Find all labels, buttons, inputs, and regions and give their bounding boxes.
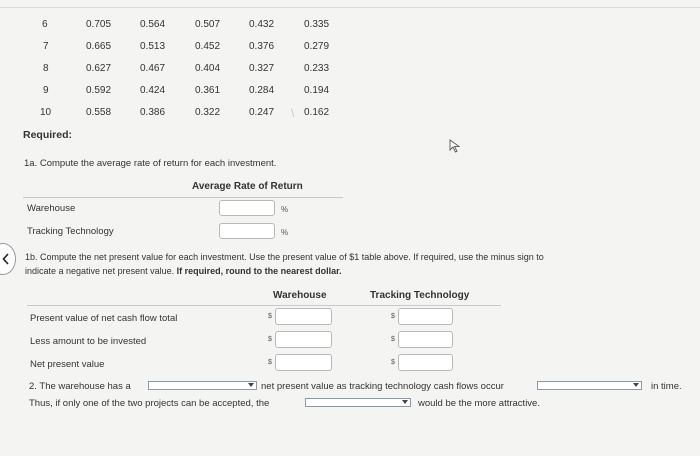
part-1b-prompt-text: indicate a negative net present value.: [25, 266, 177, 276]
part-1b-rounding-instruction: If required, round to the nearest dollar.: [176, 266, 342, 276]
table-cell: 0.467: [140, 63, 166, 74]
part-2-line1-end: in time.: [651, 381, 682, 392]
period-cell: 6: [42, 19, 48, 30]
row-label-tracking-technology: Tracking Technology: [27, 226, 114, 237]
timing-dropdown[interactable]: [537, 381, 642, 390]
table-cell: 0.507: [195, 19, 221, 30]
currency-symbol: $: [391, 359, 395, 366]
collapse-panel-button[interactable]: [0, 243, 16, 275]
table-cell: 0.284: [249, 85, 275, 96]
row-label-pv-total: Present value of net cash flow total: [30, 313, 178, 324]
period-cell: 7: [43, 41, 49, 52]
warehouse-npv-input[interactable]: [275, 354, 332, 371]
percent-unit: %: [281, 228, 289, 237]
required-heading: Required:: [23, 129, 73, 141]
table-cell: 0.432: [249, 19, 275, 30]
table-cell: 0.452: [195, 41, 221, 52]
column-header-warehouse: Warehouse: [273, 290, 327, 301]
table-cell: 0.194: [304, 85, 330, 96]
chevron-down-icon: [402, 400, 408, 404]
table-cell: 0.558: [86, 107, 112, 118]
currency-symbol: $: [268, 359, 272, 366]
table-cell: 0.564: [140, 19, 166, 30]
period-cell: 9: [43, 85, 49, 96]
table-cell: 0.361: [195, 85, 221, 96]
table-cell: 0.404: [195, 63, 221, 74]
period-cell: 10: [40, 107, 52, 118]
table-cell: 0.327: [249, 63, 275, 74]
period-cell: 8: [43, 63, 49, 74]
cursor-tick-mark: \: [291, 106, 295, 120]
average-rate-header: Average Rate of Return: [192, 181, 303, 192]
part-2-line2-end: would be the more attractive.: [418, 398, 540, 409]
row-label-amount-invested: Less amount to be invested: [30, 336, 147, 347]
currency-symbol: $: [391, 336, 395, 343]
part-1b-prompt-line1: 1b. Compute the net present value for each investment. Use the present value of $1 table above. If required, use the minus sign to: [25, 252, 544, 262]
chevron-down-icon: [633, 383, 639, 387]
part-2-line1-middle: net present value as tracking technology cash flows occur: [261, 381, 504, 392]
header-divider: [23, 197, 343, 198]
tracking-rate-input[interactable]: [219, 223, 275, 239]
chevron-left-icon: [2, 253, 10, 265]
table-cell: 0.513: [140, 41, 166, 52]
table-cell: 0.386: [140, 107, 166, 118]
table-cell: 0.376: [249, 41, 275, 52]
table-cell: 0.247: [249, 107, 275, 118]
mouse-pointer-icon: [449, 139, 461, 153]
project-choice-dropdown[interactable]: [305, 398, 411, 407]
table-cell: 0.162: [304, 107, 330, 118]
tracking-npv-input[interactable]: [398, 354, 453, 371]
table-cell: 0.335: [304, 19, 330, 30]
table-cell: 0.665: [86, 41, 112, 52]
warehouse-rate-input[interactable]: [219, 200, 275, 216]
warehouse-pv-total-input[interactable]: [275, 308, 332, 325]
table-cell: 0.627: [86, 63, 112, 74]
chevron-down-icon: [248, 383, 254, 387]
currency-symbol: $: [268, 313, 272, 320]
row-label-warehouse: Warehouse: [27, 203, 76, 214]
currency-symbol: $: [391, 313, 395, 320]
table-cell: 0.424: [140, 85, 166, 96]
tracking-amount-invested-input[interactable]: [398, 331, 453, 348]
part-2-line2-start: Thus, if only one of the two projects can be accepted, the: [29, 398, 270, 409]
table-top-border: [0, 7, 700, 8]
column-header-tracking-technology: Tracking Technology: [370, 290, 470, 301]
table-cell: 0.322: [195, 107, 221, 118]
table-cell: 0.233: [304, 63, 330, 74]
table-cell: 0.592: [86, 85, 112, 96]
warehouse-amount-invested-input[interactable]: [275, 331, 332, 348]
table-cell: 0.279: [304, 41, 330, 52]
part-1a-prompt: 1a. Compute the average rate of return for each investment.: [24, 158, 277, 169]
table-cell: 0.705: [86, 19, 112, 30]
percent-unit: %: [281, 205, 289, 214]
npv-comparison-dropdown[interactable]: [148, 381, 257, 390]
header-divider: [27, 305, 501, 306]
part-1b-prompt-line2: [25, 266, 342, 276]
row-label-net-present-value: Net present value: [30, 359, 105, 370]
part-2-line1-start: 2. The warehouse has a: [29, 381, 131, 392]
tracking-pv-total-input[interactable]: [398, 308, 453, 325]
currency-symbol: $: [268, 336, 272, 343]
